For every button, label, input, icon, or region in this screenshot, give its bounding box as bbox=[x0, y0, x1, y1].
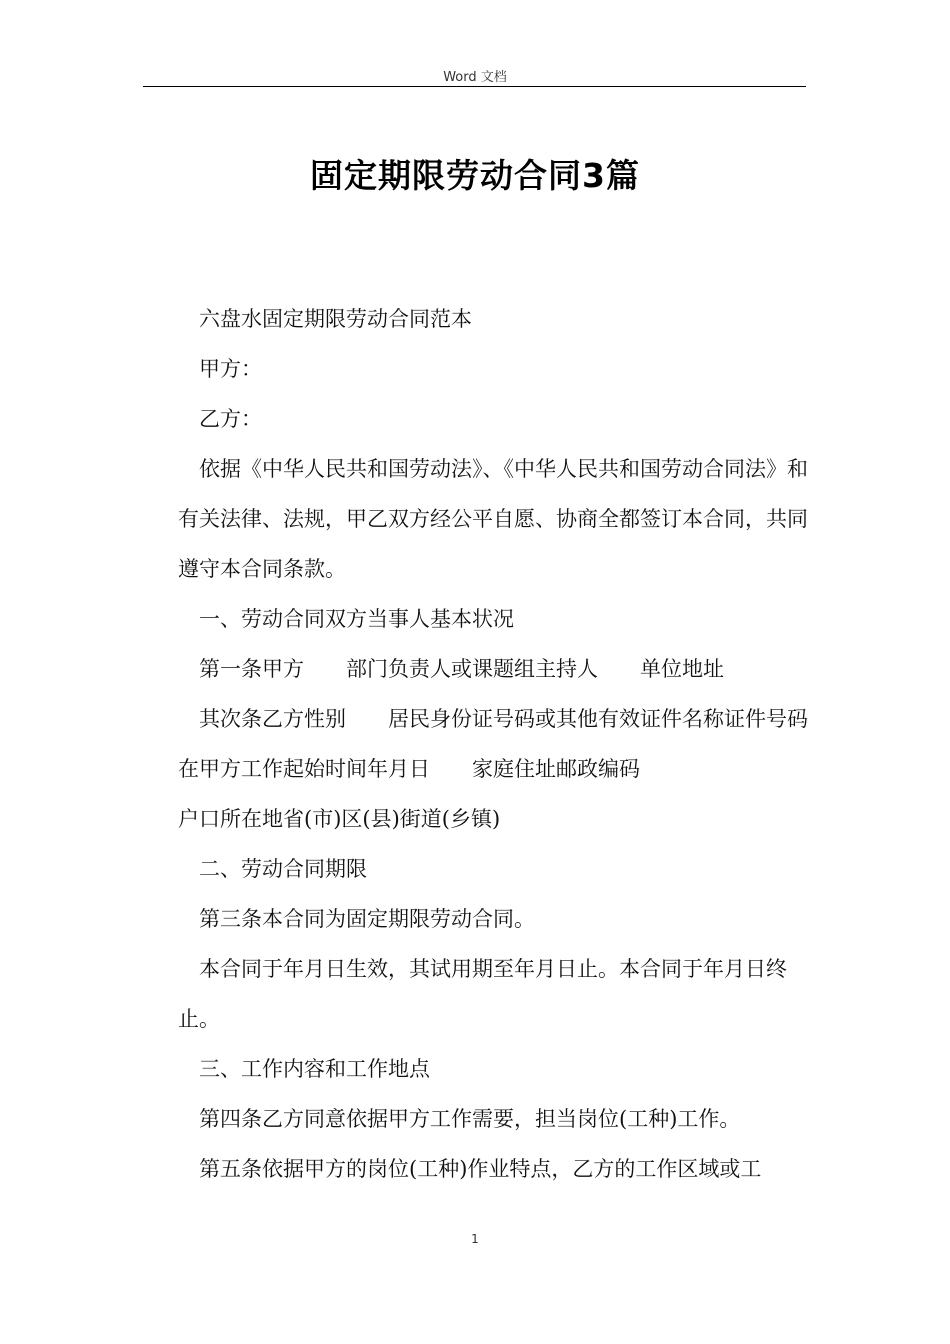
paragraph: 第一条甲方 部门负责人或课题组主持人 单位地址 bbox=[199, 657, 724, 681]
document-body bbox=[178, 294, 850, 1194]
paragraph: 户口所在地省(市)区(县)街道(乡镇) bbox=[178, 807, 501, 831]
section-heading: 二、劳动合同期限 bbox=[199, 857, 367, 881]
page-header: Word 文档 bbox=[443, 70, 507, 85]
paragraph: 本合同于年月日生效，其试用期至年月日止。本合同于年月日终止。 bbox=[178, 957, 787, 1031]
paragraph: 依据《中华人民共和国劳动法》、《中华人民共和国劳动合同法》和有关法律、法规，甲乙双方经公平自愿、协商全都签订本合同，共同遵守本合同条款。 bbox=[178, 457, 808, 581]
section-heading: 三、工作内容和工作地点 bbox=[199, 1057, 430, 1081]
paragraph: 乙方： bbox=[199, 407, 262, 431]
section-heading: 一、劳动合同双方当事人基本状况 bbox=[199, 607, 514, 631]
paragraph: 其次条乙方性别 居民身份证号码或其他有效证件名称证件号码 在甲方工作起始时间年月日 家庭住址邮政编码 bbox=[178, 707, 850, 781]
page-number: 1 bbox=[471, 1232, 479, 1246]
paragraph: 第四条乙方同意依据甲方工作需要，担当岗位(工种)工作。 bbox=[199, 1107, 741, 1131]
header-divider bbox=[143, 86, 806, 87]
paragraph: 第五条依据甲方的岗位(工种)作业特点，乙方的工作区域或工 bbox=[199, 1157, 762, 1181]
paragraph: 甲方： bbox=[199, 357, 262, 381]
paragraph: 第三条本合同为固定期限劳动合同。 bbox=[199, 907, 535, 931]
paragraph: 六盘水固定期限劳动合同范本 bbox=[199, 307, 472, 331]
document-title: 固定期限劳动合同3篇 bbox=[310, 156, 640, 195]
